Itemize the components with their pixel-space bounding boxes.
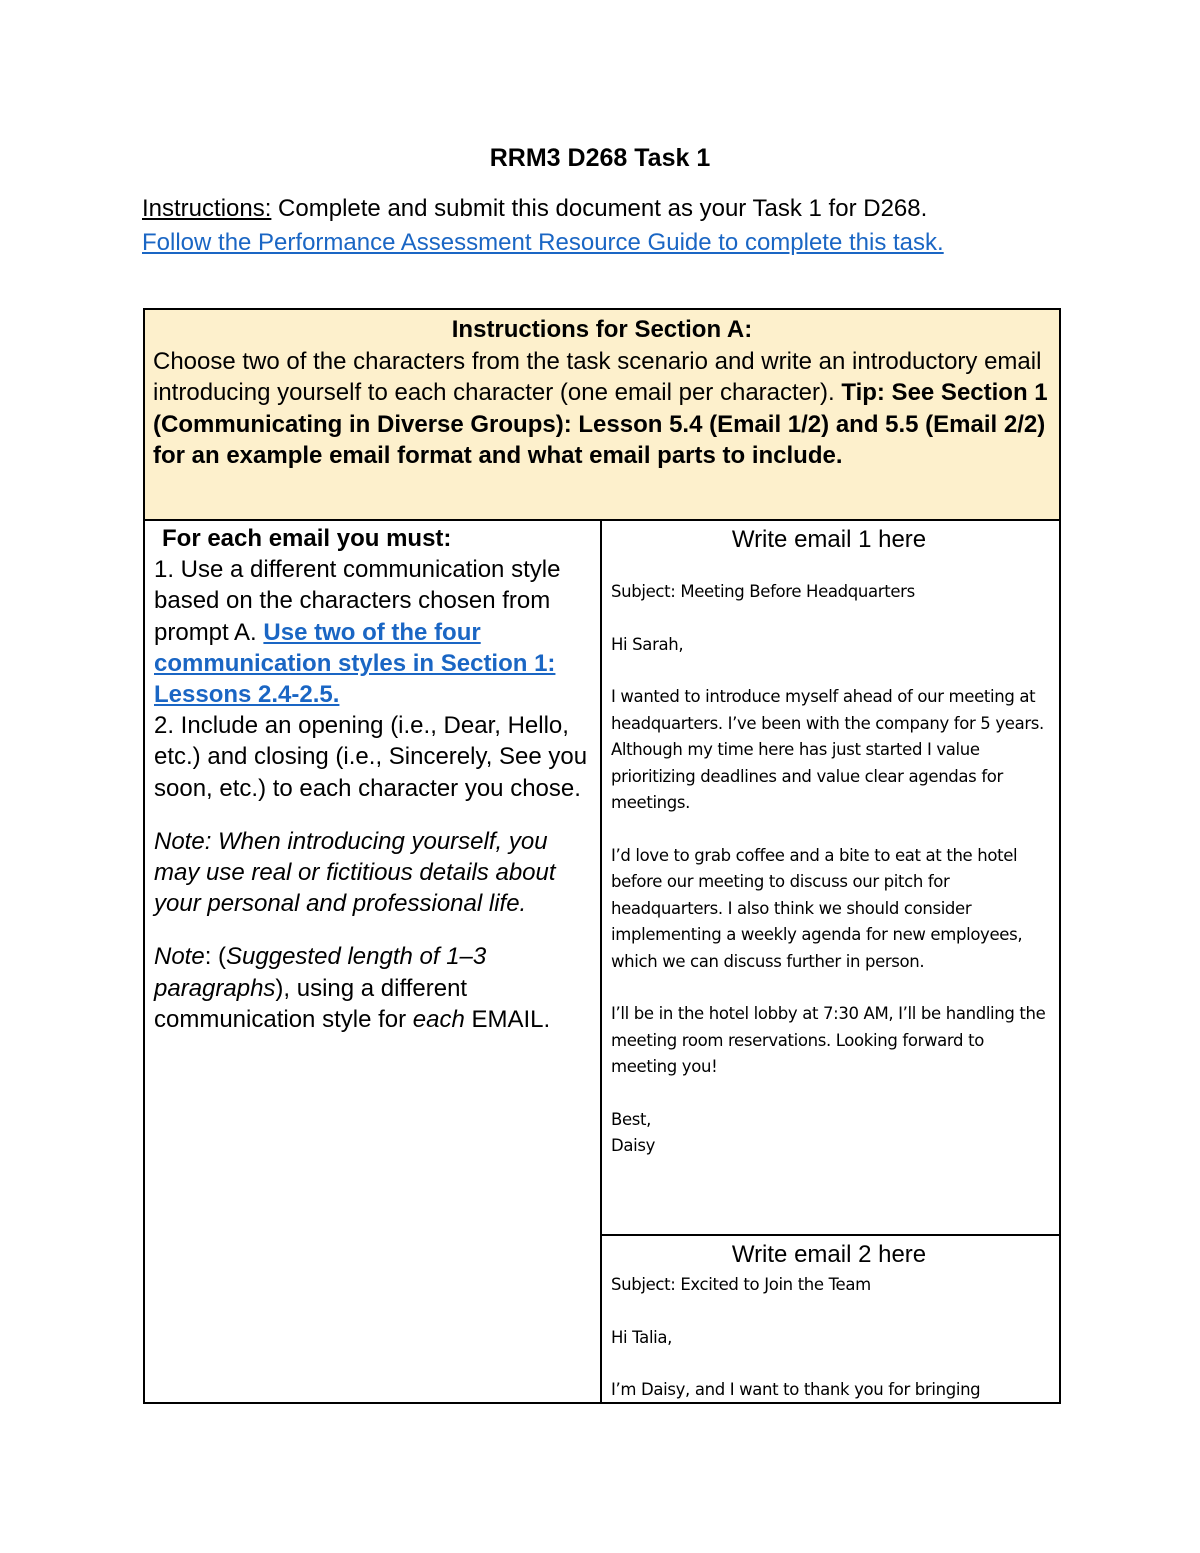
section-a-title: Instructions for Section A: xyxy=(451,316,753,343)
email-2-subject: Subject: Excited to Join the Team xyxy=(611,1275,871,1294)
instructions-block xyxy=(142,192,1042,260)
document-title: RRM3 D268 Task 1 xyxy=(489,144,711,172)
requirements-heading: For each email you must: xyxy=(162,525,452,552)
instructions-label: Instructions: xyxy=(142,195,272,222)
section-a-text: Choose two of the characters from the task scenario and write an introductory email introducing yourself to each character (one email per character). xyxy=(153,347,1042,406)
note-introduction: Note: When introducing yourself, you may use real or fictitious details about your personal and professional life. xyxy=(154,827,556,918)
email-1-body xyxy=(611,579,1047,1160)
email-2-paragraph-1: I’m Daisy, and I want to thank you for bringing xyxy=(611,1380,981,1399)
email-1-closing: Best, xyxy=(611,1109,652,1129)
email-1-cell[interactable] xyxy=(600,519,1061,1236)
email-2-heading: Write email 2 here xyxy=(731,1241,927,1268)
resource-guide-link[interactable]: Follow the Performance Assessment Resource Guide to complete this task. xyxy=(142,229,944,256)
email-1-paragraph-1: I wanted to introduce myself ahead of our meeting at headquarters. I’ve been with the company for 5 years. Although my time here has just started I value prioritizing deadlines and value clear agendas for meetings. xyxy=(611,687,1044,812)
email-2-body xyxy=(611,1272,1047,1404)
email-2-cell[interactable] xyxy=(600,1234,1061,1404)
email-1-paragraph-2: I’d love to grab coffee and a bite to eat at the hotel before our meeting to discuss our pitch for headquarters. I also think we should consider implementing a weekly agenda for new employees, which we can discuss further in person. xyxy=(611,845,1023,971)
instructions-text: Complete and submit this document as your Task 1 for D268. xyxy=(271,195,928,222)
communication-styles-link[interactable]: Use two of the four communication styles in Section 1: Lessons 2.4-2.5. xyxy=(154,618,556,709)
email-1-heading: Write email 1 here xyxy=(731,526,927,553)
section-a-body xyxy=(153,346,1051,472)
email-1-paragraph-3: I’ll be in the hotel lobby at 7:30 AM, I’ll be handling the meeting room reservations. Looking forward to meeting you! xyxy=(611,1004,1046,1076)
requirement-item-1: 1. Use a different communication style based on the characters chosen from prompt A. Use two of the four communication styles in Section 1: Lessons 2.4-2.5. xyxy=(154,556,561,709)
task-table xyxy=(143,308,1061,1404)
email-1-greeting: Hi Sarah, xyxy=(611,634,684,654)
email-1-signature: Daisy xyxy=(611,1136,656,1155)
email-1-signoff xyxy=(611,1107,1047,1160)
section-a-tip: Tip: See Section 1 (Communicating in Diverse Groups): Lesson 5.4 (Email 1/2) and 5.5 (Email 2/2) for an example email format and what email parts to include. xyxy=(153,379,1048,469)
requirement-item-2: 2. Include an opening (i.e., Dear, Hello, etc.) and closing (i.e., Sincerely, See you soon, etc.) to each character you chose. xyxy=(154,712,588,802)
email-2-greeting: Hi Talia, xyxy=(611,1327,673,1347)
email-1-subject: Subject: Meeting Before Headquarters xyxy=(611,582,915,601)
note-length: Note: (Suggested length of 1–3 paragraphs), using a different communication style for each EMAIL. xyxy=(154,943,551,1033)
section-a-instructions xyxy=(143,308,1061,521)
email-requirements-cell xyxy=(143,519,602,1404)
